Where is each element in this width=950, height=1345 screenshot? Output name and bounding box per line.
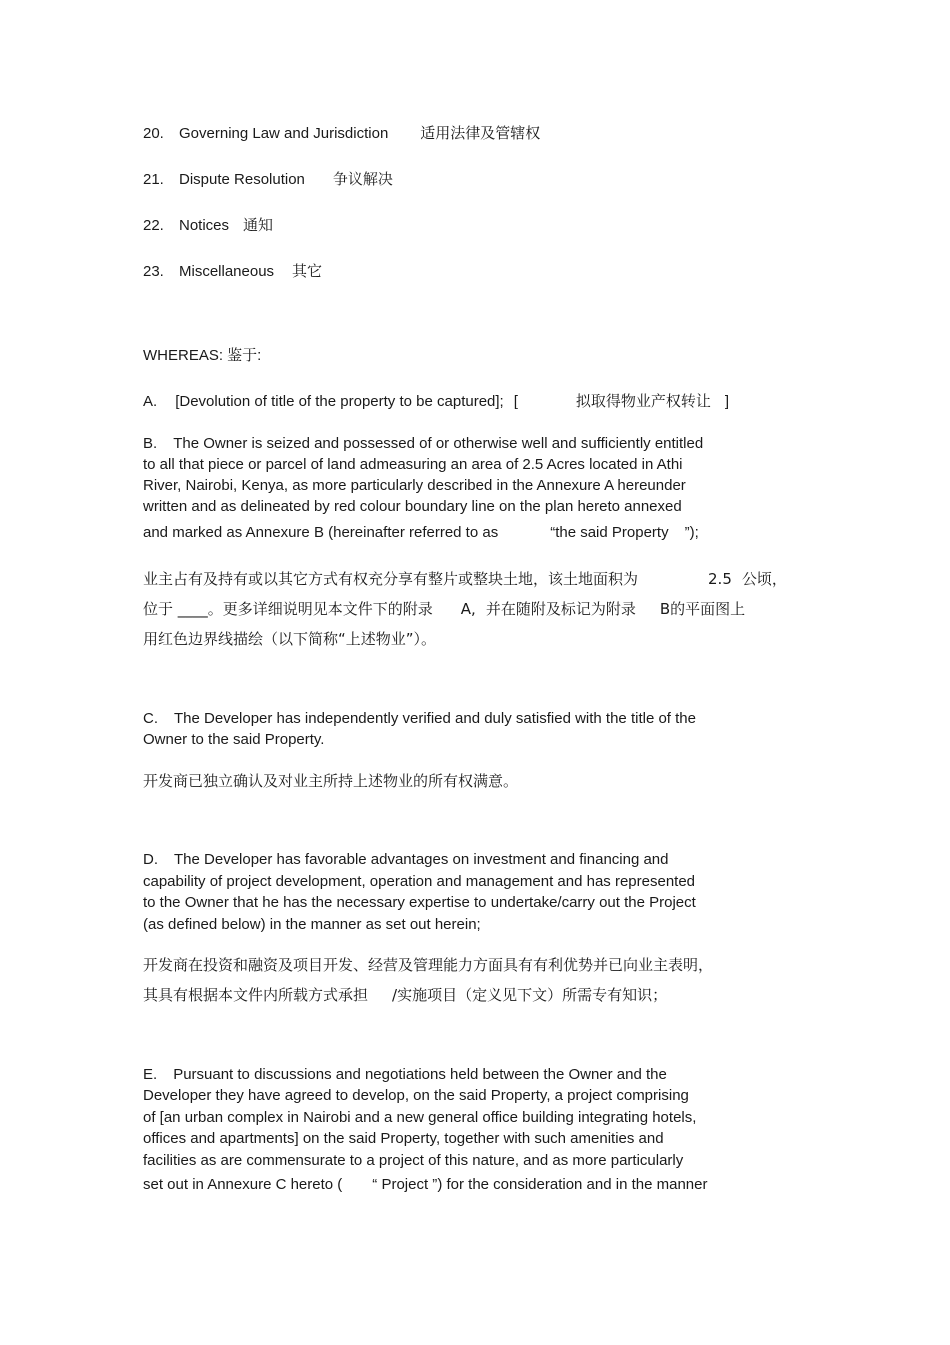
recital-e-line: Developer they have agreed to develop, on the said Property, a project comprising <box>143 1087 689 1104</box>
recital-e-line: E. Pursuant to discussions and negotiations held between the Owner and the <box>143 1066 667 1083</box>
toc-item-22 <box>143 218 273 233</box>
recital-e-line: offices and apartments] on the said Property, together with such amenities and <box>143 1130 664 1147</box>
toc-title-zh: 通知 <box>243 216 274 234</box>
recital-label: B. <box>143 435 158 452</box>
toc-item-20 <box>143 126 540 141</box>
toc-title-en: Dispute Resolution <box>179 171 305 188</box>
toc-number: 21. <box>143 171 164 188</box>
toc-number: 23. <box>143 263 164 280</box>
whereas-heading: WHEREAS: 鉴于: <box>143 347 262 364</box>
recital-c-zh-line: 开发商已独立确认及对业主所持上述物业的所有权满意。 <box>143 772 519 790</box>
toc-title-en: Governing Law and Jurisdiction <box>179 125 389 142</box>
recital-a: A. [Devolution of title of the property to be captured]; [ 拟取得物业产权转让 ] <box>143 392 730 410</box>
recital-b-line: and marked as Annexure B (hereinafter referred to as “the said Property ”); <box>143 524 699 541</box>
toc-number: 20. <box>143 125 164 142</box>
toc-title-zh: 争议解决 <box>332 170 393 188</box>
recital-d-line: to the Owner that he has the necessary expertise to undertake/carry out the Project <box>143 894 696 911</box>
recital-b-zh-line: 用红色边界线描绘（以下简称“上述物业”）。 <box>143 630 437 648</box>
recital-c-line: Owner to the said Property. <box>143 731 325 748</box>
recital-d-zh-line: 其具有根据本文件内所载方式承担 /实施项目（定义见下文）所需专有知识； <box>143 986 668 1004</box>
recital-e-line: of [an urban complex in Nairobi and a new general office building integrating hotels, <box>143 1109 697 1126</box>
recital-label: E. <box>143 1066 158 1083</box>
recital-b-line: River, Nairobi, Kenya, as more particularly described in the Annexure A hereunder <box>143 477 686 494</box>
toc-title-en: Miscellaneous <box>179 263 275 280</box>
recital-e-line: set out in Annexure C hereto ( “ Project ”) for the consideration and in the manner <box>143 1176 708 1193</box>
recital-d-zh-line: 开发商在投资和融资及项目开发、经营及管理能力方面具有有利优势并已向业主表明， <box>143 956 714 974</box>
recital-b-line: B. The Owner is seized and possessed of or otherwise well and sufficiently entitled <box>143 435 704 452</box>
recital-label: D. <box>143 851 158 868</box>
recital-label: C. <box>143 710 158 727</box>
toc-number: 22. <box>143 217 164 234</box>
toc-title-en: Notices <box>179 217 230 234</box>
recital-b-zh-line: 业主占有及持有或以其它方式有权充分享有整片或整块土地，该土地面积为 2.5 公顷， <box>143 570 787 588</box>
recital-d-line: capability of project development, operation and management and has represented <box>143 873 696 890</box>
recital-d-line: D. The Developer has favorable advantages on investment and financing and <box>143 851 669 868</box>
toc-title-zh: 其它 <box>292 262 323 280</box>
recital-c-line: C. The Developer has independently verified and duly satisfied with the title of the <box>143 710 696 727</box>
toc-item-23 <box>143 264 322 279</box>
toc-title-zh: 适用法律及管辖权 <box>420 124 541 142</box>
recital-label: A. <box>143 393 158 410</box>
toc-item-21 <box>143 172 393 187</box>
recital-b-zh-line: 位于 ____。更多详细说明见本文件下的附录 A, 并在随附及标记为附录 B的平面图上 <box>143 600 746 618</box>
recital-b-line: to all that piece or parcel of land admeasuring an area of 2.5 Acres located in Athi <box>143 456 683 473</box>
recital-d-line: (as defined below) in the manner as set out herein; <box>143 916 481 933</box>
recital-e-line: facilities as are commensurate to a project of this nature, and as more particularly <box>143 1152 684 1169</box>
recital-b-line: written and as delineated by red colour boundary line on the plan hereto annexed <box>143 498 682 515</box>
